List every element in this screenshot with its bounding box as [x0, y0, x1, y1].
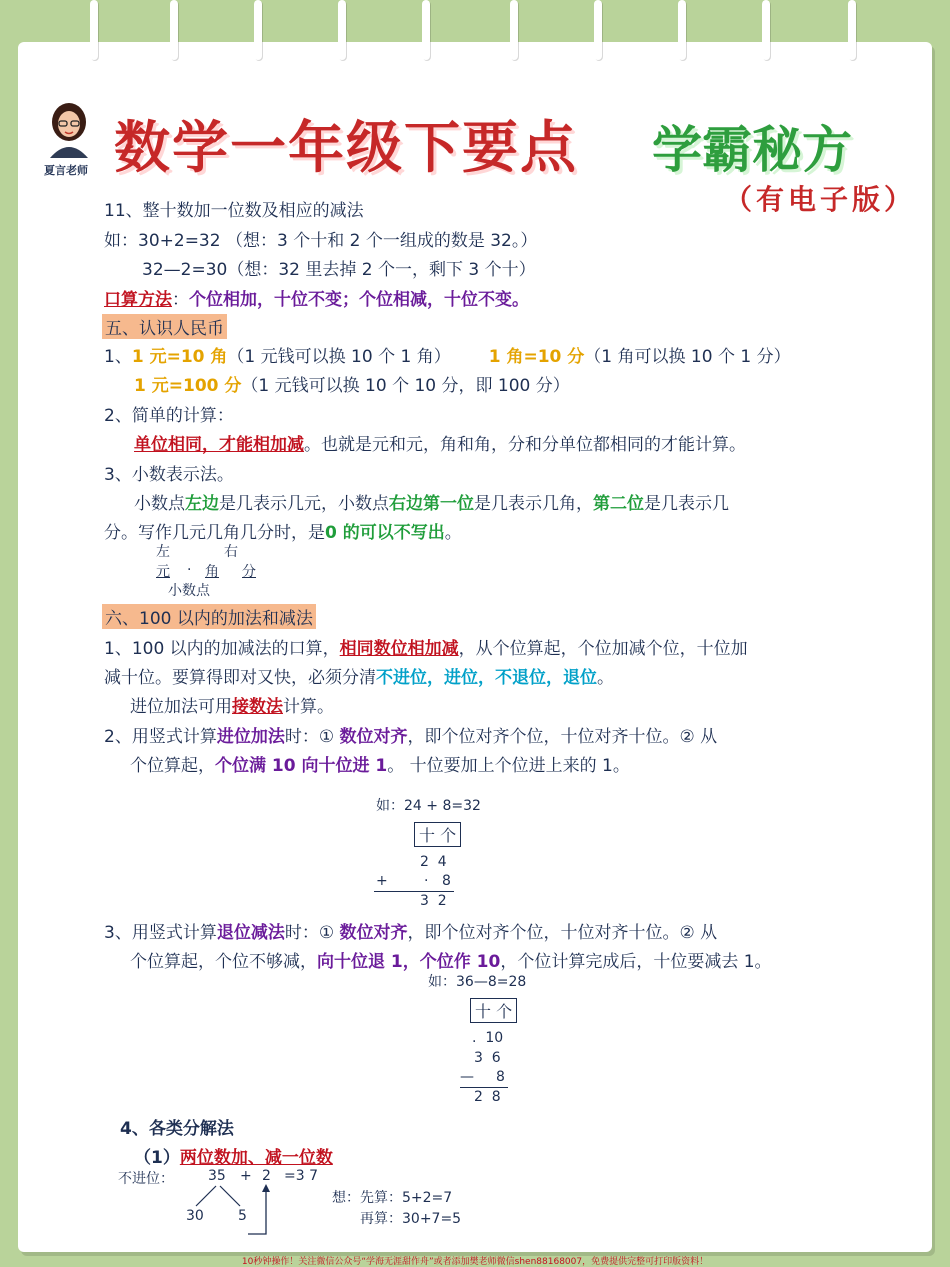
s5-p3: 3、小数表示法。 — [104, 465, 234, 485]
method-sep: ： — [172, 290, 189, 310]
left-side: 左边 — [185, 494, 219, 514]
text: 分。写作几元几角几分时，是 — [104, 523, 325, 543]
text: 是几表示几 — [644, 494, 729, 514]
no-carry-label: 不进位： — [118, 1171, 174, 1187]
carry-rule: 个位满 10 向十位进 1 — [215, 756, 388, 776]
text: 时：① — [284, 923, 340, 943]
s6-p4-1 — [134, 1143, 333, 1168]
s5-p2: 2、简单的计算： — [104, 406, 234, 426]
text: 1、100 以内的加减法的口算， — [104, 639, 340, 659]
ring-wire — [422, 0, 430, 60]
s11-heading: 11、整十数加一位数及相应的减法 — [104, 201, 364, 221]
ring-wire — [848, 0, 856, 60]
s6-p3 — [104, 918, 717, 943]
s6-heading: 六、100 以内的加法和减法 — [102, 604, 316, 629]
same-digit: 相同数位相加减 — [339, 639, 459, 659]
ring-wire — [338, 0, 346, 60]
ring-wire — [510, 0, 518, 60]
diag-jiao: 角 — [205, 564, 219, 580]
add-result: 3 2 — [420, 893, 447, 909]
text: 2、用竖式计算 — [104, 727, 217, 747]
right-first: 右边第一位 — [389, 494, 474, 514]
s5-p3-body — [134, 489, 729, 514]
decomp-30: 30 — [186, 1208, 204, 1224]
decomp-35: 35 — [208, 1168, 226, 1184]
method-text: 个位相加，十位不变；个位相减，十位不变。 — [189, 290, 529, 310]
ring-wire — [678, 0, 686, 60]
text: 3、用竖式计算 — [104, 923, 217, 943]
sub-borrow-row: . 10 — [472, 1030, 504, 1046]
diag-label: 小数点 — [168, 583, 210, 599]
text: ，即个位对齐个位，十位对齐十位。② 从 — [407, 727, 718, 747]
page-title: 数学一年级下要点 — [114, 116, 578, 181]
count-on: 接数法 — [232, 697, 283, 717]
text: 是几表示几元，小数点 — [219, 494, 389, 514]
s11-example-1: 如：30+2=32 （想：3 个十和 2 个一组成的数是 32。） — [104, 231, 538, 251]
diag-fen: 分 — [242, 564, 256, 580]
s11-example-2: 32—2=30（想：32 里去掉 2 个一，剩下 3 个十） — [142, 260, 536, 280]
add-place-header: 十 个 — [414, 822, 461, 847]
add-example: 如：24 + 8=32 — [376, 798, 481, 814]
same-unit-rule: 单位相同，才能相加减 — [134, 435, 304, 455]
text: 。 十位要加上个位进上来的 1。 — [387, 756, 630, 776]
sub-line — [460, 1087, 508, 1088]
jiao-fen: 1 角=10 分 — [488, 347, 585, 367]
text: 减十位。要算得即对又快，必须分清 — [104, 668, 376, 688]
text: 个位算起， — [130, 756, 215, 776]
diag-yuan: 元 — [156, 564, 170, 580]
borrow-sub: 退位减法 — [216, 923, 285, 943]
carry-types: 不进位，进位，不退位，退位 — [376, 668, 597, 688]
text: 进位加法可用 — [130, 697, 232, 717]
decomp-plus: + — [240, 1168, 252, 1184]
two-digit-one-digit: 两位数加、减一位数 — [179, 1148, 333, 1168]
yuan-jiao-note: （1 元钱可以换 10 个 1 角） — [227, 347, 451, 367]
yuan-jiao: 1 元=10 角 — [131, 347, 228, 367]
text: 是几表示几角， — [474, 494, 593, 514]
text: 时：① — [284, 727, 340, 747]
text: 小数点 — [134, 494, 185, 514]
s6-p1-line2 — [104, 663, 614, 688]
s6-p1-line3 — [130, 692, 334, 717]
jiao-fen-note: （1 角可以换 10 个 1 分） — [584, 347, 791, 367]
decomp-eq: =3 7 — [284, 1168, 318, 1184]
add-plus: + — [376, 873, 388, 889]
add-carry-dot: . — [424, 869, 429, 885]
sub-result: 2 8 — [474, 1089, 501, 1105]
text: 。 — [597, 668, 614, 688]
s6-p4: 4、各类分解法 — [120, 1119, 234, 1139]
decomp-2: 2 — [262, 1168, 271, 1184]
text: ，即个位对齐个位，十位对齐十位。② 从 — [407, 923, 718, 943]
carry-add: 进位加法 — [216, 727, 285, 747]
sub-row1: 3 6 — [474, 1050, 501, 1066]
sub-row2: 8 — [496, 1069, 505, 1085]
align: 数位对齐 — [339, 923, 408, 943]
subtitle: （有电子版） — [724, 183, 917, 216]
sub-minus: — — [460, 1069, 474, 1085]
method-label: 口算方法 — [104, 290, 172, 310]
sub-place-header: 十 个 — [470, 998, 517, 1023]
author-name: 夏言老师 — [44, 164, 88, 177]
ring-wire — [170, 0, 178, 60]
footer-note: 10秒钟操作！关注微信公众号“学海无涯甜作舟”或者添加樊老师微信shen88168007，免费提供完整可打印版资料！ — [241, 1257, 709, 1267]
s5-p1 — [104, 342, 791, 367]
text: ，个位计算完成后，十位要减去 1。 — [500, 952, 772, 972]
think-step: 想：先算：5+2=7 — [332, 1190, 453, 1206]
ring-wire — [254, 0, 262, 60]
diag-right: 右 — [224, 544, 238, 560]
s6-p3-line2 — [130, 947, 772, 972]
text: 计算。 — [283, 697, 334, 717]
s5-p1-num: 1、 — [104, 347, 132, 367]
yuan-fen-note: （1 元钱可以换 10 个 10 分，即 100 分） — [241, 376, 570, 396]
diag-left: 左 — [156, 544, 170, 560]
s5-heading: 五、认识人民币 — [102, 314, 227, 339]
text: ，从个位算起，个位加减个位，十位加 — [458, 639, 748, 659]
s6-p2-line2 — [130, 751, 630, 776]
title-accent: 学霸秘方 — [652, 121, 852, 179]
decomp-5: 5 — [238, 1208, 247, 1224]
align: 数位对齐 — [339, 727, 408, 747]
ring-wire — [594, 0, 602, 60]
s11-method — [104, 285, 529, 310]
add-row1: 2 4 — [420, 854, 447, 870]
text: 。 — [444, 523, 462, 543]
borrow-rule: 向十位退 1，个位作 10 — [317, 952, 501, 972]
s6-p1 — [104, 634, 748, 659]
sub-example: 如：36—8=28 — [428, 974, 527, 990]
diag-dot: . — [187, 558, 192, 574]
add-line — [374, 891, 454, 892]
s6-p2 — [104, 722, 717, 747]
then-step: 再算：30+7=5 — [360, 1211, 462, 1227]
zero-omit: 0 的可以不写出 — [325, 523, 445, 543]
ring-wire — [90, 0, 98, 60]
s5-p3-body-2 — [104, 518, 462, 543]
ring-wire — [762, 0, 770, 60]
add-row2: 8 — [442, 873, 451, 889]
yuan-fen: 1 元=100 分 — [134, 376, 242, 396]
text: 个位算起，个位不够减， — [130, 952, 317, 972]
second-digit: 第二位 — [593, 494, 644, 514]
same-unit-rest: 。也就是元和元，角和角，分和分单位都相同的才能计算。 — [304, 435, 746, 455]
s5-p1-line2 — [134, 371, 570, 396]
teacher-avatar — [42, 100, 96, 160]
text: （1） — [134, 1148, 180, 1168]
s5-p2-body — [134, 430, 746, 455]
